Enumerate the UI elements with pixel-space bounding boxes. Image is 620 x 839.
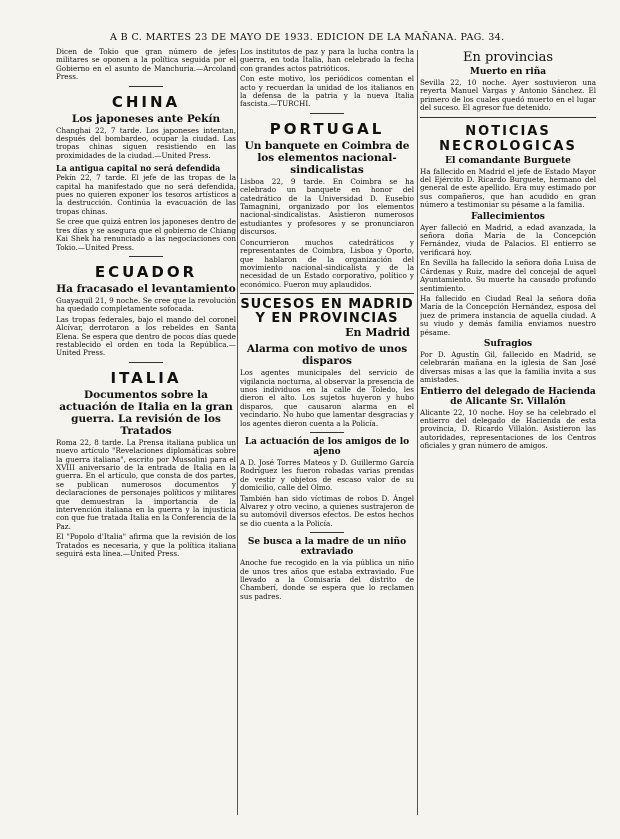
section-heading: CHINA — [111, 92, 181, 111]
article-text: Las tropas federales, bajo el mando del coronel Alcívar, derrotaron a los rebeldes en Santa Elena. Se espera que dentro de pocos días quede restablecido el orden en toda la República.—United Press. — [56, 314, 236, 358]
article-text: Ha fallecido en Madrid el jefe de Estado Mayor del Ejército D. Ricardo Burguete, hermano del general de este apellido. Era muy estimado por sus compañeros, que han acudido en gran número a testimoniar su pésame a la familia. — [420, 166, 596, 210]
headline: Muerto en riña — [469, 67, 547, 77]
headline: Entierro del delegado de Hacienda de Alicante Sr. Villalón — [420, 386, 596, 407]
column-1 — [56, 48, 236, 819]
divider — [310, 532, 344, 533]
article-text: El "Popolo d'Italia" afirma que la revisión de los Tratados es necesaria, y que la política italiana seguirá esta línea.—United Press. — [56, 532, 236, 559]
headline: Los japoneses ante Pekín — [71, 112, 221, 125]
article-text: Guayaquil 21, 9 noche. Se cree que la revolución ha quedado completamente sofocada. — [56, 295, 236, 314]
section-heading: NOTICIAS NECROLOGICAS — [439, 123, 577, 154]
divider — [310, 113, 344, 114]
headline: Ha fracasado el levantamiento — [56, 282, 236, 295]
article-text: Dicen de Tokio que gran número de jefes militares se oponen a la política seguida por el Gobierno en el asunto de Manchuria.—Arcoland Press. — [56, 48, 236, 82]
article-text: Los agentes municipales del servicio de vigilancia nocturna, al observar la presencia de unos individuos en la calle de Toledo, les dieron el alto. Los sujetos huyeron y hubo disparos, que causaron alarma en el vecindario. No hubo que lamentar desgracias y los agentes dieron cuenta a la Policía. — [240, 368, 414, 428]
column-rule — [237, 50, 238, 815]
section-heading: PORTUGAL — [269, 119, 385, 138]
article-text: Changhai 22, 7 tarde. Los japoneses intentan, después del bombardeo, ocupar la ciudad. Las tropas chinas siguen resistiendo en las proximidades de la ciudad.—United Press. — [56, 125, 236, 160]
headline: Un banquete en Coimbra de los elementos nacional-sindicalistas — [244, 139, 410, 176]
divider — [129, 86, 163, 87]
section-rule — [240, 293, 414, 294]
article-text: Concurrieron muchos catedráticos y representantes de Coimbra, Lisboa y Oporto, que hablaron de la organización del movimiento nacional-sindicalista y de la necesidad de un Estado corporativo, político y económico. Fueron muy aplaudidos. — [240, 237, 414, 289]
subsection-heading: En Madrid — [345, 326, 410, 340]
article-text: Se cree que quizá entren los japoneses dentro de tres días y se asegura que el gobierno de Chiang Kai Shek ha renunciado a las negociaciones con Tokio.—United Press. — [56, 217, 236, 252]
article-text: También han sido víctimas de robos D. Ángel Alvarez y otro vecino, a quienes sustrajeron de su automóvil diversos efectos. De estos hechos se dio cuenta a la Policía. — [240, 493, 414, 528]
column-rule — [417, 50, 418, 815]
section-heading: ITALIA — [110, 368, 182, 387]
article-text: Con este motivo, los periódicos comentan el acto y recuerdan la unidad de los italianos en la defensa de la patria y la nueva Italia fascista.—TURCHI. — [240, 74, 414, 109]
divider — [310, 432, 344, 433]
article-text: A D. José Torres Mateos y D. Guillermo García Rodríguez les fueron robadas varias prendas de vestir y objetos de escaso valor de su domicilio, calle del Olmo. — [240, 457, 414, 493]
article-text: Lisboa 22, 9 tarde. En Coimbra se ha celebrado un banquete en honor del catedrático de la Universidad D. Eusebio Tamagnini, organizado por los elementos nacional-sindicalistas. Asistieron numerosos estudiantes y profesores y se pronunciaron discursos. — [240, 176, 414, 237]
headline: La actuación de los amigos de lo ajeno — [244, 436, 410, 457]
article-text: En Sevilla ha fallecido la señora doña Luisa de Cárdenas y Ruiz, madre del concejal de aquel Ayuntamiento. Su muerte ha causado profundo sentimiento. — [420, 258, 596, 293]
article-text: Ha fallecido en Ciudad Real la señora doña María de la Concepción Hernández, esposa del juez de primera instancia de aquella ciudad. A su viudo y demás familia enviamos nuestro pésame. — [420, 293, 596, 337]
article-text: Sevilla 22, 10 noche. Ayer sostuvieron una reyerta Manuel Vargas y Antonio Sánchez. El primero de los cuales quedó muerto en el lugar del suceso. El agresor fue detenido. — [420, 78, 596, 113]
headline: El comandante Burguete — [445, 155, 571, 166]
section-heading: SUCESOS EN MADRID Y EN PROVINCIAS — [240, 297, 414, 327]
headline: Alarma con motivo de unos disparos — [246, 343, 408, 368]
subheadline: La antigua capital no será defendida — [56, 163, 221, 174]
headline: Se busca a la madre de un niño extraviado — [247, 537, 407, 558]
section-heading: ECUADOR — [94, 262, 198, 281]
article-text: Por D. Agustín Gil, fallecido en Madrid, se celebrarán mañana en la iglesia de San José diversas misas a las que la familia invita a sus amistades. — [420, 349, 596, 385]
article-text: Pekín 22, 7 tarde. El jefe de las tropas de la capital ha manifestado que no será defendida, pues no quieren exponer los tesoros artísticos a la destrucción. Continúa la evacuación de las tropas chinas. — [56, 173, 236, 216]
section-heading: En provincias — [462, 50, 554, 65]
headline: Fallecimientos — [471, 211, 545, 222]
article-text: Anoche fue recogido en la vía pública un niño de unos tres años que estaba extraviado. Fue llevado a la Comisaría del distrito de Chamberí, donde se espera que lo reclamen sus padres. — [240, 558, 414, 601]
column-3 — [420, 48, 596, 819]
headline: Documentos sobre la actuación de Italia en la gran guerra. La revisión de los Tratados — [59, 388, 233, 437]
divider — [129, 362, 163, 363]
section-rule — [420, 117, 596, 118]
divider — [129, 256, 163, 257]
article-text: Alicante 22, 10 noche. Hoy se ha celebrado el entierro del delegado de Hacienda de esta provincia, D. Ricardo Villalón. Asistieron las autoridades, representaciones de los Centros oficiales y gran número de amigos. — [420, 407, 596, 451]
article-text: Ayer falleció en Madrid, a edad avanzada, la señora doña María de la Concepción Fernández, viuda de Palacios. El entierro se verificará hoy. — [420, 222, 596, 257]
headline: Sufragios — [483, 338, 533, 349]
article-text: Los institutos de paz y para la lucha contra la guerra, en toda Italia, han celebrado la fecha con grandes actos patrióticos. — [240, 48, 414, 73]
column-2 — [240, 48, 414, 819]
running-head: A B C. MARTES 23 DE MAYO DE 1933. EDICION DE LA MAÑANA. PAG. 34. — [110, 32, 505, 43]
article-text: Roma 22, 8 tarde. La Prensa italiana publica un nuevo artículo "Revelaciones diplomáticas sobre la guerra italiana", escrito por Mussolini para el XVIII aniversario de la entrada de Italia en la guerra. En el artículo, que consta de dos partes, se publican numerosos documentos y declaraciones de personajes políticos y militares que demuestran la importancia de la intervención italiana en la guerra y la injusticia con que fue tratada Italia en la Conferencia de la Paz. — [56, 437, 236, 531]
